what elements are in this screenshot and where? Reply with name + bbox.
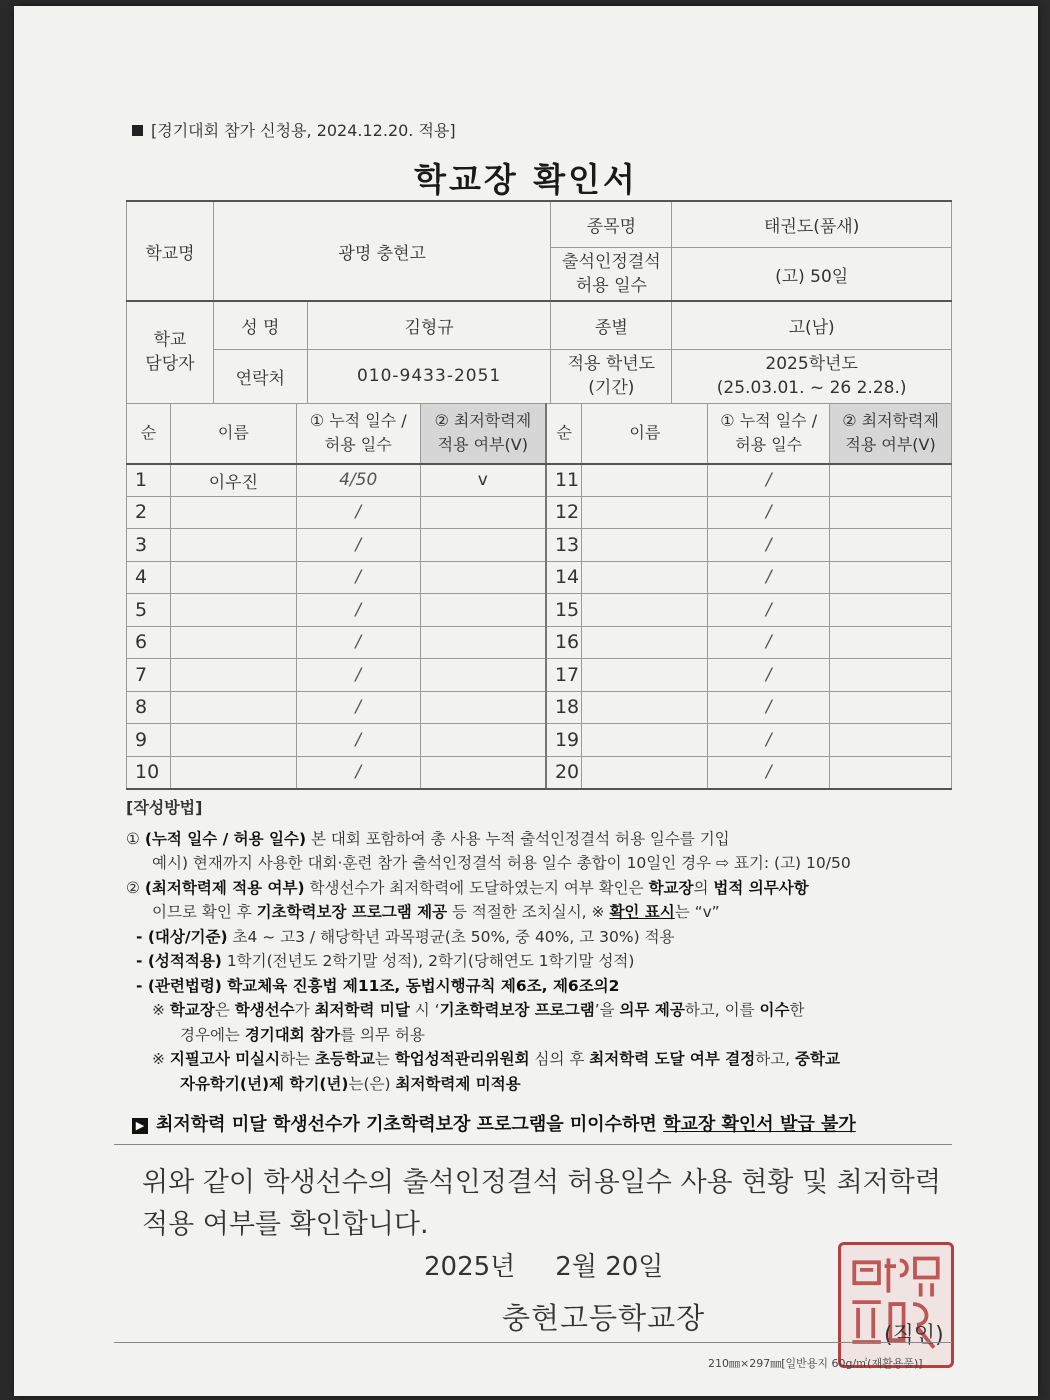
days-used: / bbox=[708, 724, 830, 757]
min-check bbox=[420, 529, 546, 562]
days-used: / bbox=[296, 594, 420, 627]
sport-label: 종목명 bbox=[551, 201, 672, 247]
min-check bbox=[830, 691, 952, 724]
student-name: 이우진 bbox=[170, 464, 296, 497]
student-name bbox=[582, 724, 708, 757]
signer-title: 충현고등학교장 bbox=[502, 1301, 706, 1335]
row-number: 3 bbox=[127, 529, 171, 562]
table-row bbox=[127, 756, 952, 789]
table-row bbox=[127, 724, 952, 757]
bottom-rule bbox=[114, 1342, 952, 1343]
days-used: / bbox=[296, 724, 420, 757]
student-name bbox=[170, 691, 296, 724]
student-name bbox=[582, 626, 708, 659]
header-days-right: ① 누적 일수 / 허용 일수 bbox=[708, 404, 830, 464]
min-check bbox=[830, 626, 952, 659]
note-1b: 경우에는 경기대회 참가를 의무 허용 bbox=[180, 1025, 425, 1044]
table-row bbox=[127, 464, 952, 497]
student-name bbox=[170, 626, 296, 659]
divider bbox=[114, 1144, 952, 1145]
row-number: 19 bbox=[546, 724, 582, 757]
days-used: / bbox=[708, 626, 830, 659]
info-table bbox=[126, 200, 952, 302]
min-check: v bbox=[420, 464, 546, 497]
row-number: 10 bbox=[127, 756, 171, 789]
days-used: / bbox=[708, 529, 830, 562]
official-seal-icon bbox=[838, 1242, 954, 1368]
instructions bbox=[126, 796, 956, 1096]
year-period: (25.03.01. ~ 26 2.28.) bbox=[716, 378, 907, 398]
square-bullet-icon bbox=[132, 125, 143, 136]
student-name bbox=[170, 529, 296, 562]
document-title: 학교장 확인서 bbox=[414, 160, 638, 199]
instruction-law: - (관련법령) 학교체육 진흥법 제11조, 동법시행규칙 제6조, 제6조의2 bbox=[136, 976, 620, 995]
min-check bbox=[420, 659, 546, 692]
student-name bbox=[582, 529, 708, 562]
document-page bbox=[14, 6, 1038, 1396]
days-used: / bbox=[708, 561, 830, 594]
student-name bbox=[582, 659, 708, 692]
days-used: / bbox=[296, 756, 420, 789]
min-check bbox=[420, 724, 546, 757]
table-row bbox=[127, 691, 952, 724]
table-row bbox=[127, 561, 952, 594]
row-number: 6 bbox=[127, 626, 171, 659]
days-used: / bbox=[296, 659, 420, 692]
student-name bbox=[582, 561, 708, 594]
category-label: 종별 bbox=[551, 301, 672, 349]
min-check bbox=[830, 561, 952, 594]
note-2b: 자유학기(년)제 학기(년)는(은) 최저학력제 미적용 bbox=[180, 1074, 521, 1093]
row-number: 14 bbox=[546, 561, 582, 594]
row-number: 16 bbox=[546, 626, 582, 659]
table-row bbox=[127, 594, 952, 627]
min-check bbox=[420, 691, 546, 724]
row-number: 8 bbox=[127, 691, 171, 724]
student-name bbox=[582, 691, 708, 724]
name-label: 성 명 bbox=[213, 301, 307, 349]
student-name bbox=[170, 724, 296, 757]
days-used: / bbox=[708, 496, 830, 529]
row-number: 11 bbox=[546, 464, 582, 497]
min-check bbox=[420, 496, 546, 529]
table-row bbox=[127, 529, 952, 562]
days-used: / bbox=[708, 756, 830, 789]
days-used: / bbox=[296, 626, 420, 659]
row-number: 18 bbox=[546, 691, 582, 724]
table-header-row bbox=[127, 404, 952, 464]
instructions-heading: [작성방법] bbox=[126, 798, 203, 817]
days-used: / bbox=[296, 561, 420, 594]
header-no-right: 순 bbox=[546, 404, 582, 464]
instruction-line-2b: 이므로 확인 후 기초학력보장 프로그램 제공 등 적절한 조치실시, ※ 확인 표시는 “v” bbox=[152, 903, 720, 921]
student-name bbox=[170, 594, 296, 627]
year-cell bbox=[672, 349, 952, 403]
days-used: / bbox=[708, 691, 830, 724]
table-row bbox=[127, 496, 952, 529]
arrow-right-icon: ▶ bbox=[132, 1118, 148, 1134]
note-1: ※ 학교장은 학생선수가 최저학력 미달 시 ‘기초학력보장 프로그램’을 의무 제공하고, 이를 이수한 bbox=[152, 1001, 805, 1019]
days-used: / bbox=[708, 594, 830, 627]
row-number: 5 bbox=[127, 594, 171, 627]
note-2: ※ 지필고사 미실시하는 초등학교는 학업성적관리위원회 심의 후 최저학력 도달 여부 결정하고, 중학교 bbox=[152, 1050, 840, 1068]
row-number: 13 bbox=[546, 529, 582, 562]
confirmation-statement: 위와 같이 학생선수의 출석인정결석 허용일수 사용 현황 및 최저학력 적용 여부를 확인합니다. bbox=[142, 1167, 941, 1240]
school-label: 학교명 bbox=[127, 201, 214, 301]
days-used: 4/50 bbox=[296, 464, 420, 497]
manager-label: 학교 담당자 bbox=[127, 301, 214, 403]
issue-date: 2025년 2월 20일 bbox=[424, 1252, 664, 1282]
table-row bbox=[127, 626, 952, 659]
contact-value: 010-9433-2051 bbox=[307, 349, 551, 403]
student-name bbox=[170, 561, 296, 594]
name-value: 김형규 bbox=[307, 301, 551, 349]
min-check bbox=[830, 464, 952, 497]
header-min: ② 최저학력제 적용 여부(V) bbox=[420, 404, 546, 464]
allow-days-value: (고) 50일 bbox=[672, 247, 952, 301]
student-name bbox=[582, 756, 708, 789]
min-check bbox=[830, 529, 952, 562]
instruction-target: - (대상/기준) 초4 ~ 고3 / 해당학년 과목평균(초 50%, 중 40%, 고 30%) 적용 bbox=[136, 927, 675, 946]
sport-value: 태권도(품새) bbox=[672, 201, 952, 247]
min-check bbox=[830, 724, 952, 757]
row-number: 2 bbox=[127, 496, 171, 529]
student-rows bbox=[127, 464, 952, 789]
student-name bbox=[170, 756, 296, 789]
min-check bbox=[420, 594, 546, 627]
days-used: / bbox=[296, 529, 420, 562]
student-table bbox=[126, 403, 952, 790]
contact-label: 연락처 bbox=[213, 349, 307, 403]
header-name-right: 이름 bbox=[582, 404, 708, 464]
manager-table bbox=[126, 300, 952, 404]
student-name bbox=[170, 496, 296, 529]
row-number: 7 bbox=[127, 659, 171, 692]
instruction-grades: - (성적적용) 1학기(전년도 2학기말 성적), 2학기(당해연도 1학기말 성적) bbox=[136, 952, 635, 970]
allow-days-label: 출석인정결석 허용 일수 bbox=[551, 247, 672, 301]
row-number: 15 bbox=[546, 594, 582, 627]
header-name: 이름 bbox=[170, 404, 296, 464]
student-name bbox=[582, 496, 708, 529]
table-row bbox=[127, 659, 952, 692]
category-value: 고(남) bbox=[672, 301, 952, 349]
seal-label: (직인) bbox=[884, 1323, 944, 1348]
header-no: 순 bbox=[127, 404, 171, 464]
school-value: 광명 충현고 bbox=[213, 201, 551, 301]
row-number: 20 bbox=[546, 756, 582, 789]
min-check bbox=[830, 756, 952, 789]
days-used: / bbox=[296, 496, 420, 529]
min-check bbox=[420, 756, 546, 789]
row-number: 4 bbox=[127, 561, 171, 594]
form-tag: [경기대회 참가 신청용, 2024.12.20. 적용] bbox=[132, 118, 456, 141]
warning-line: ▶ 최저학력 미달 학생선수가 기초학력보장 프로그램을 미이수하면 학교장 확인서 발급 불가 bbox=[132, 1110, 856, 1136]
days-used: / bbox=[296, 691, 420, 724]
student-name bbox=[582, 594, 708, 627]
row-number: 9 bbox=[127, 724, 171, 757]
days-used: / bbox=[708, 659, 830, 692]
instruction-line-2: ② (최저학력제 적용 여부) 학생선수가 최저학력에 도달하였는지 여부 확인은 학교장의 법적 의무사항 bbox=[126, 878, 809, 897]
header-days: ① 누적 일수 / 허용 일수 bbox=[296, 404, 420, 464]
row-number: 12 bbox=[546, 496, 582, 529]
days-used: / bbox=[708, 464, 830, 497]
header-min-right: ② 최저학력제 적용 여부(V) bbox=[830, 404, 952, 464]
min-check bbox=[420, 626, 546, 659]
instruction-line-1: ① (누적 일수 / 허용 일수) 본 대회 포함하여 총 사용 누적 출석인정결석 허용 일수를 기입 bbox=[126, 829, 730, 848]
instruction-example: 예시) 현재까지 사용한 대회·훈련 참가 출석인정결석 허용 일수 총합이 10일인 경우 ⇨ 표기: (고) 10/50 bbox=[152, 854, 851, 872]
min-check bbox=[420, 561, 546, 594]
row-number: 17 bbox=[546, 659, 582, 692]
row-number: 1 bbox=[127, 464, 171, 497]
min-check bbox=[830, 594, 952, 627]
year-label: 적용 학년도 (기간) bbox=[551, 349, 672, 403]
min-check bbox=[830, 659, 952, 692]
year-value: 2025학년도 bbox=[765, 354, 858, 374]
paper-spec: 210㎜×297㎜[일반용지 60g/㎡(재활용품)] bbox=[708, 1357, 923, 1370]
min-check bbox=[830, 496, 952, 529]
student-name bbox=[170, 659, 296, 692]
student-name bbox=[582, 464, 708, 497]
